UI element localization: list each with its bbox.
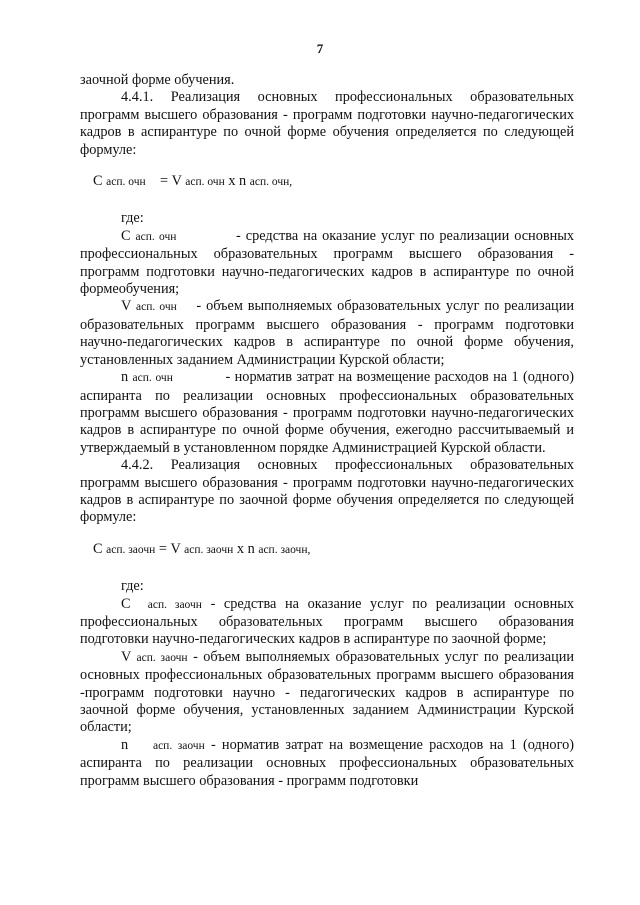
- definition-symbol: С: [121, 595, 131, 612]
- formula-c-symbol: С: [93, 540, 103, 557]
- document-body: [80, 72, 574, 790]
- formula-part-time: [93, 541, 574, 559]
- formula-c-subscript: асп. очн: [106, 176, 146, 189]
- formula-c-subscript: асп. заочн: [106, 543, 156, 556]
- definition-n-full-time: [80, 369, 574, 457]
- definition-c-part-time: [80, 596, 574, 649]
- formula-n-subscript: асп. заочн,: [258, 543, 311, 556]
- paragraph-continuation: заочной форме обучения.: [80, 72, 235, 88]
- definition-symbol: С: [121, 227, 131, 244]
- formula-full-time: [93, 173, 574, 191]
- definition-subscript: асп. очн: [135, 230, 177, 243]
- formula-c-symbol: С: [93, 173, 103, 190]
- definition-symbol: V: [121, 648, 132, 665]
- definition-v-part-time: [80, 649, 574, 737]
- formula-v-subscript: асп. очн: [185, 176, 225, 189]
- formula-equals-v: = V: [158, 540, 181, 557]
- paragraph-4-4-1: 4.4.1. Реализация основных профессиональных образовательных программ высшего образования - программ подготовки научно-педагогических кадров в аспирантуре по очной форме обучения определяется по следующей формуле:: [80, 89, 574, 158]
- formula-times-n: х n: [228, 173, 247, 190]
- formula-times-n: х n: [236, 540, 255, 557]
- definition-symbol: V: [121, 298, 132, 315]
- where-label: где:: [121, 210, 144, 227]
- definition-symbol: n: [121, 369, 129, 386]
- definition-subscript: асп. заочн: [136, 651, 188, 664]
- definition-text: - норматив затрат на возмещение расходов на 1 (одного) аспиранта по реализации основных профессиональных образовательных программ высшего образования - программ подготовки научно-педагогических кадров в аспирантуре по очной форме обучения, ежегодно рассчитываемый и утверждаемый в установленном порядке Администрацией Курской области.: [80, 369, 575, 456]
- formula-v-subscript: асп. заочн: [184, 543, 234, 556]
- definition-subscript: асп. заочн: [152, 739, 205, 752]
- page-number: 7: [316, 41, 324, 56]
- definition-text: - средства на оказание услуг по реализации основных профессиональных образовательных программ высшего образования подготовки научно-педагогических кадров в аспирантуре по заочной форме;: [80, 595, 574, 648]
- definition-c-full-time: [80, 228, 574, 299]
- definition-n-part-time: [80, 737, 574, 790]
- definition-v-full-time: [80, 298, 574, 369]
- definition-symbol: n: [121, 736, 129, 753]
- definition-text: - средства на оказание услуг по реализации основных профессиональных образовательных программ высшего образования - программ подготовки научно-педагогических кадров в аспирантуре по очной формеобучения;: [80, 227, 574, 298]
- definition-subscript: асп. очн: [135, 301, 177, 314]
- definition-subscript: асп. заочн: [147, 598, 202, 611]
- formula-equals-v: = V: [159, 173, 182, 190]
- paragraph-4-4-2: 4.4.2. Реализация основных профессиональных образовательных программ высшего образования - программ подготовки научно-педагогических кадров в аспирантуре по заочной форме обучения определяется по следующей формуле:: [80, 457, 574, 526]
- definition-text: - норматив затрат на возмещение расходов на 1 (одного) аспиранта по реализации основных профессиональных образовательных программ высшего образования - программ подготовки: [80, 736, 574, 789]
- formula-n-subscript: асп. очн,: [249, 176, 293, 189]
- definition-text: - объем выполняемых образовательных услуг по реализации образовательных программ высшего образования - программ подготовки научно-педагогических кадров в аспирантуре по очной форме обучения, установленных заданием Администрации Курской области;: [80, 298, 575, 368]
- definition-subscript: асп. очн: [132, 372, 173, 385]
- where-label: где:: [121, 578, 144, 595]
- definition-text: - объем выполняемых образовательных услуг по реализации основных профессиональных образовательных программ высшего образования -программ подготовки научно - педагогических кадров в аспирантуре по заочной форме обучения, установленных заданием Администрации Курской области;: [80, 648, 575, 736]
